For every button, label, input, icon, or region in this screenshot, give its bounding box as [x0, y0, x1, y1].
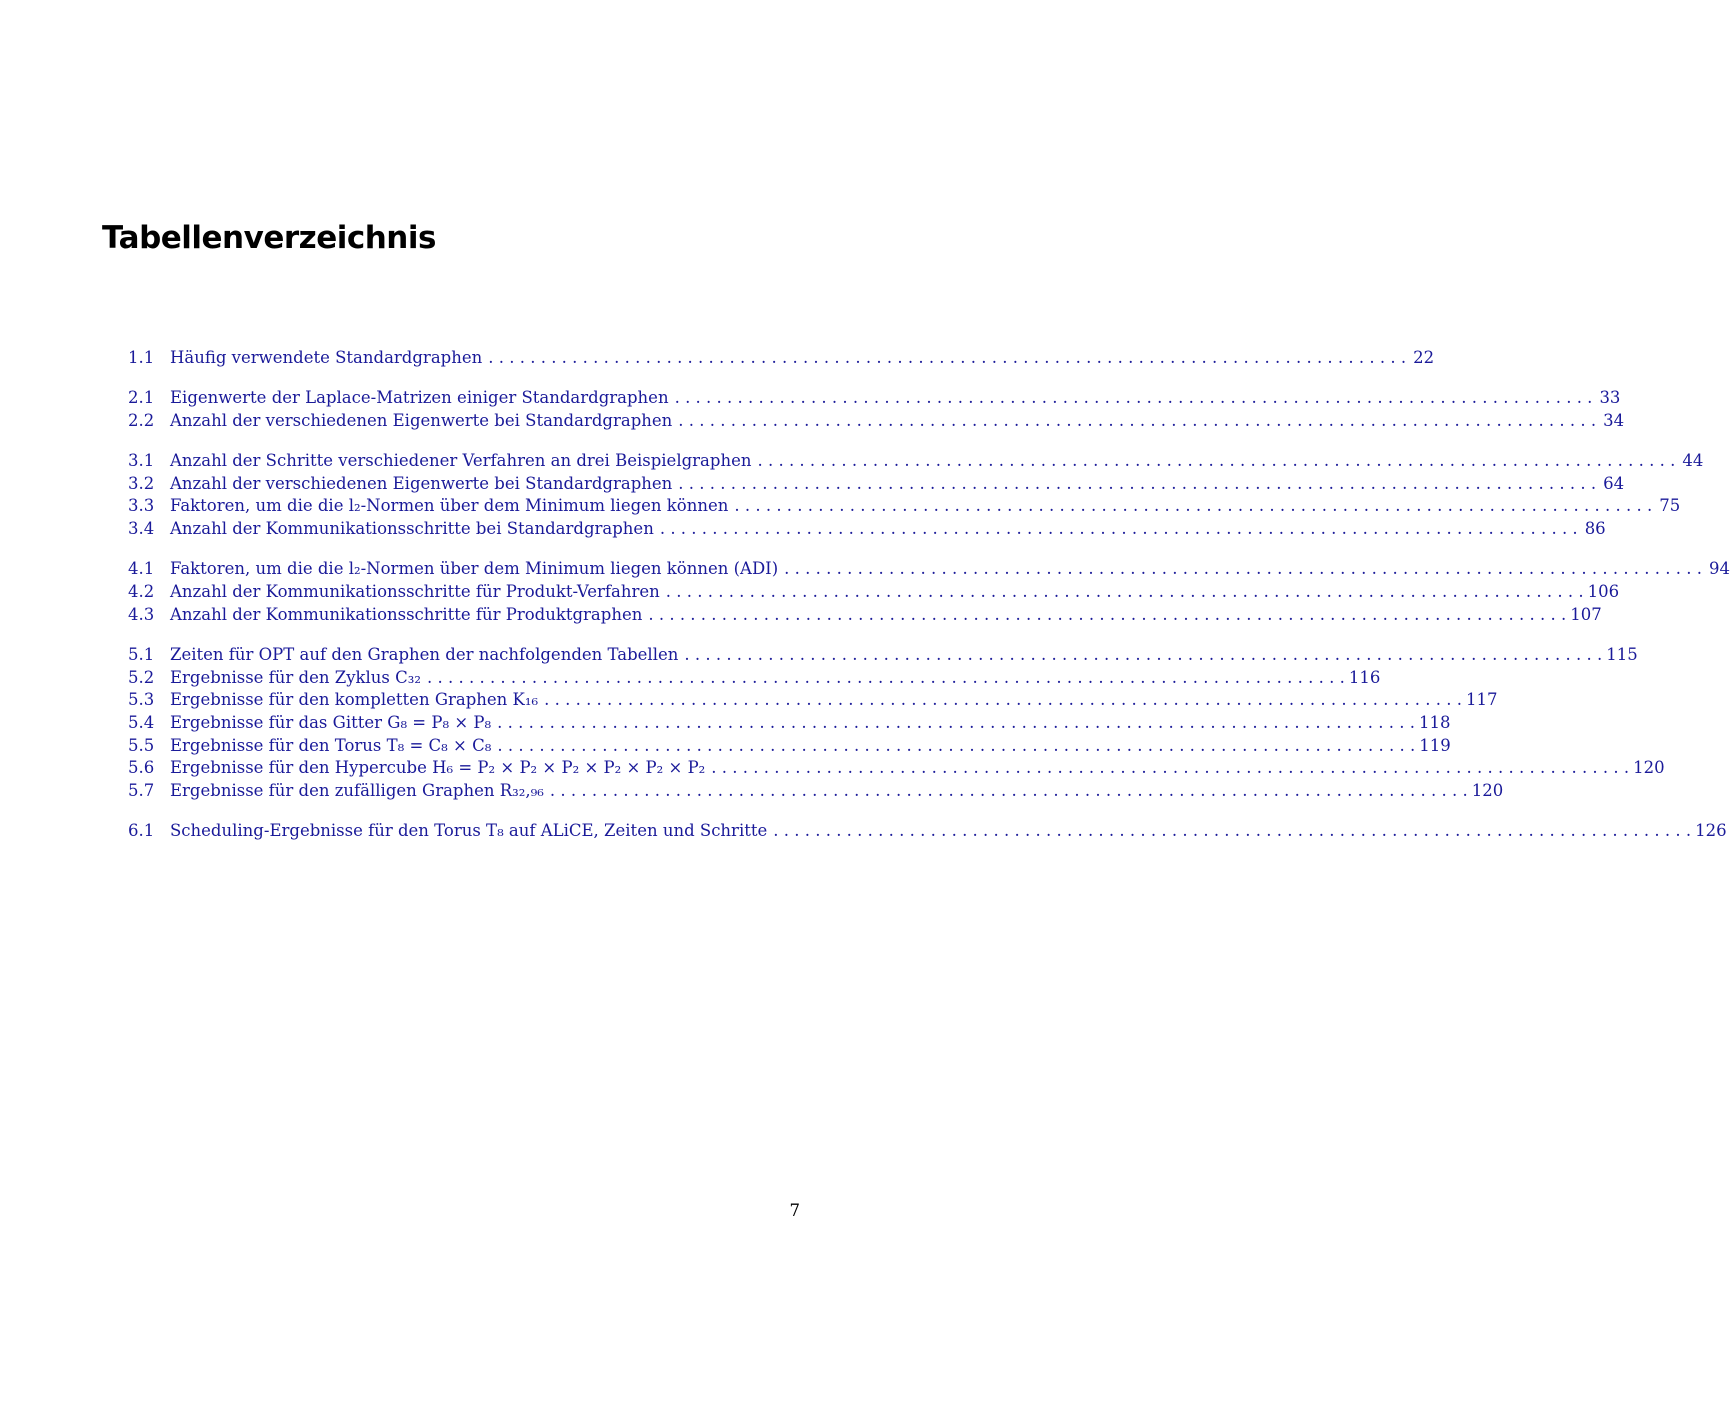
- entry-page: 34: [1603, 410, 1625, 430]
- toc-entry[interactable]: [128, 735, 1451, 758]
- page-number: 7: [789, 1201, 800, 1220]
- toc-entry[interactable]: [128, 410, 1625, 433]
- dot-leader: [488, 347, 1406, 370]
- dot-leader: [497, 735, 1415, 758]
- dot-leader: [773, 820, 1691, 843]
- entry-title: Zeiten für OPT auf den Graphen der nachfolgenden Tabellen: [170, 644, 679, 664]
- entry-title: Ergebnisse für das Gitter G₈ = P₈ × P₈: [170, 712, 492, 732]
- toc-entry[interactable]: [128, 780, 1504, 803]
- entry-number: 5.4: [128, 712, 155, 732]
- entry-title: Anzahl der Kommunikationsschritte für Produktgraphen: [170, 604, 643, 624]
- dot-leader: [757, 450, 1675, 473]
- toc-group-3: [128, 450, 1704, 541]
- entry-number: 3.2: [128, 473, 155, 493]
- entry-title: Anzahl der Schritte verschiedener Verfahren an drei Beispielgraphen: [170, 451, 752, 471]
- entry-number: 1.1: [128, 348, 155, 367]
- entry-page: 118: [1418, 712, 1451, 732]
- entry-page: 107: [1570, 604, 1602, 624]
- entry-number: 5.1: [128, 644, 155, 664]
- entry-title: Ergebnisse für den kompletten Graphen K₁₆: [170, 690, 539, 710]
- toc-group-2: [128, 387, 1625, 432]
- entry-page: 126: [1695, 821, 1727, 841]
- toc-group-1: [128, 347, 1435, 370]
- entry-page: 115: [1606, 644, 1638, 664]
- toc-group-5: [128, 644, 1665, 803]
- entry-page: 86: [1584, 519, 1606, 539]
- entry-title: Ergebnisse für den Torus T₈ = C₈ × C₈: [170, 735, 492, 755]
- entry-title: Ergebnisse für den zufälligen Graphen R₃₂,₉₆: [170, 781, 544, 800]
- dot-leader: [550, 780, 1468, 803]
- entry-title: Ergebnisse für den Zyklus C₃₂: [170, 667, 421, 687]
- toc-entry[interactable]: [128, 473, 1625, 496]
- dot-leader: [648, 604, 1566, 627]
- entry-number: 2.2: [128, 410, 155, 430]
- entry-number: 5.7: [128, 781, 155, 800]
- toc-entry[interactable]: [128, 820, 1727, 843]
- entry-number: 2.1: [128, 388, 155, 408]
- entry-page: 44: [1682, 451, 1704, 471]
- toc-entry[interactable]: [128, 604, 1602, 627]
- entry-page: 116: [1348, 667, 1381, 687]
- dot-leader: [544, 689, 1462, 712]
- dot-leader: [660, 518, 1578, 541]
- dot-leader: [675, 387, 1593, 410]
- dot-leader: [427, 667, 1345, 690]
- page-title: Tabellenverzeichnis: [102, 220, 436, 256]
- entry-number: 4.2: [128, 582, 155, 601]
- entry-title: Anzahl der verschiedenen Eigenwerte bei Standardgraphen: [170, 410, 673, 430]
- dot-leader: [666, 581, 1584, 604]
- entry-page: 120: [1633, 758, 1665, 778]
- toc-entry[interactable]: [128, 450, 1704, 473]
- entry-number: 6.1: [128, 821, 155, 841]
- dot-leader: [678, 473, 1596, 496]
- table-of-contents: [128, 347, 1730, 860]
- toc-entry[interactable]: [128, 667, 1381, 690]
- entry-number: 5.2: [128, 667, 155, 687]
- entry-page: 33: [1599, 388, 1621, 408]
- entry-title: Anzahl der Kommunikationsschritte für Produkt-Verfahren: [170, 582, 660, 601]
- entry-page: 64: [1603, 473, 1625, 493]
- entry-number: 5.6: [128, 758, 155, 778]
- entry-title: Scheduling-Ergebnisse für den Torus T₈ auf ALiCE, Zeiten und Schritte: [170, 821, 768, 841]
- toc-entry[interactable]: [128, 689, 1498, 712]
- entry-title: Faktoren, um die die l₂-Normen über dem Minimum liegen können: [170, 496, 729, 516]
- dot-leader: [497, 712, 1415, 735]
- entry-page: 106: [1587, 582, 1620, 601]
- entry-title: Anzahl der Kommunikationsschritte bei Standardgraphen: [170, 519, 654, 539]
- entry-number: 5.5: [128, 735, 155, 755]
- toc-entry[interactable]: [128, 712, 1451, 735]
- entry-title: Faktoren, um die die l₂-Normen über dem Minimum liegen können (ADI): [170, 559, 779, 579]
- entry-page: 94: [1709, 559, 1730, 579]
- toc-group-6: [128, 820, 1727, 843]
- toc-entry[interactable]: [128, 518, 1606, 541]
- toc-entry[interactable]: [128, 387, 1621, 410]
- toc-group-4: [128, 558, 1730, 626]
- entry-number: 4.1: [128, 559, 155, 579]
- entry-page: 22: [1413, 348, 1435, 367]
- entry-number: 3.3: [128, 496, 155, 516]
- toc-entry[interactable]: [128, 347, 1435, 370]
- dot-leader: [734, 495, 1652, 518]
- toc-entry[interactable]: [128, 558, 1730, 581]
- toc-entry[interactable]: [128, 644, 1638, 667]
- entry-number: 3.4: [128, 519, 155, 539]
- entry-page: 75: [1659, 496, 1681, 516]
- entry-page: 117: [1465, 690, 1498, 710]
- dot-leader: [784, 558, 1702, 581]
- entry-title: Ergebnisse für den Hypercube H₆ = P₂ × P₂ × P₂ × P₂ × P₂ × P₂: [170, 758, 706, 778]
- toc-entry[interactable]: [128, 581, 1620, 604]
- toc-entry[interactable]: [128, 757, 1665, 780]
- entry-number: 5.3: [128, 690, 155, 710]
- entry-page: 119: [1419, 735, 1451, 755]
- dot-leader: [678, 410, 1596, 433]
- entry-title: Anzahl der verschiedenen Eigenwerte bei Standardgraphen: [170, 473, 673, 493]
- entry-number: 4.3: [128, 604, 155, 624]
- entry-title: Häufig verwendete Standardgraphen: [170, 348, 483, 367]
- dot-leader: [684, 644, 1602, 667]
- dot-leader: [711, 757, 1629, 780]
- entry-page: 120: [1471, 781, 1504, 800]
- entry-title: Eigenwerte der Laplace-Matrizen einiger Standardgraphen: [170, 388, 669, 408]
- toc-entry[interactable]: [128, 495, 1681, 518]
- entry-number: 3.1: [128, 451, 155, 471]
